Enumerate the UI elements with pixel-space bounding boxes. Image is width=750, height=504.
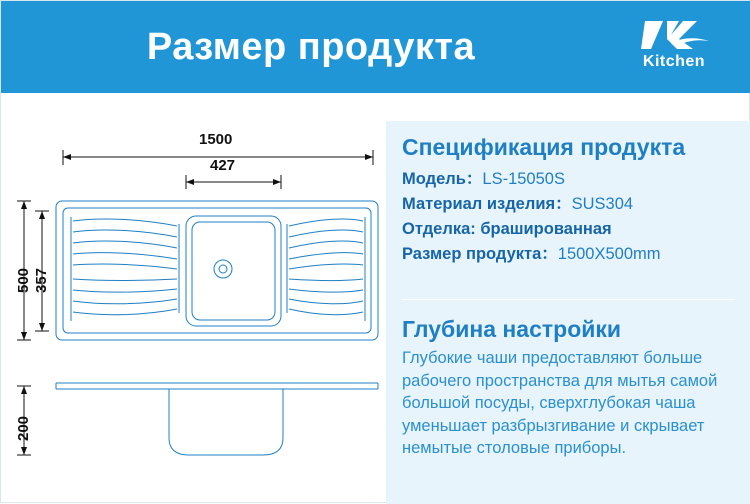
depth-description: Глубокие чаши предоставляют больше рабочего пространства для мытья самой большой посуды, сверхглубокая чаша уменьшает разбрызгивание и скрывает немытые столовые приборы. — [402, 349, 718, 457]
spec-value: 1500X500mm — [557, 245, 661, 263]
list-item — [402, 217, 750, 242]
spec-value: LS-15050S — [482, 170, 565, 188]
specification-block — [386, 129, 750, 267]
list-item — [402, 192, 750, 217]
dim-left-overall: 500 — [15, 267, 32, 293]
spec-label: Материал изделия： — [402, 195, 572, 213]
dim-top-overall: 1500 — [199, 131, 233, 148]
specification-list — [386, 167, 750, 267]
drawing-area — [1, 93, 386, 504]
logo-label: Kitchen — [642, 53, 706, 70]
brand-logo — [619, 17, 729, 79]
panel-divider — [402, 299, 735, 300]
sink-technical-drawing — [1, 93, 386, 504]
specification-heading: Спецификация продукта — [402, 134, 686, 160]
page-title: Размер продукта — [146, 26, 476, 68]
kitchen-logo-icon — [641, 17, 711, 53]
spec-label: Модель： — [402, 170, 483, 188]
header-bar — [1, 1, 750, 93]
dim-left-inner: 357 — [33, 267, 50, 293]
list-item — [402, 242, 750, 267]
info-panel — [386, 121, 750, 504]
dim-top-inner: 427 — [210, 157, 236, 174]
list-item — [402, 167, 750, 192]
depth-block — [386, 311, 750, 460]
dim-bottom-depth: 200 — [15, 415, 32, 441]
spec-value: SUS304 — [571, 195, 634, 213]
spec-label: Размер продукта： — [402, 245, 558, 263]
spec-label: Отделка: брашированная — [402, 220, 612, 238]
depth-heading: Глубина настройки — [402, 316, 622, 342]
